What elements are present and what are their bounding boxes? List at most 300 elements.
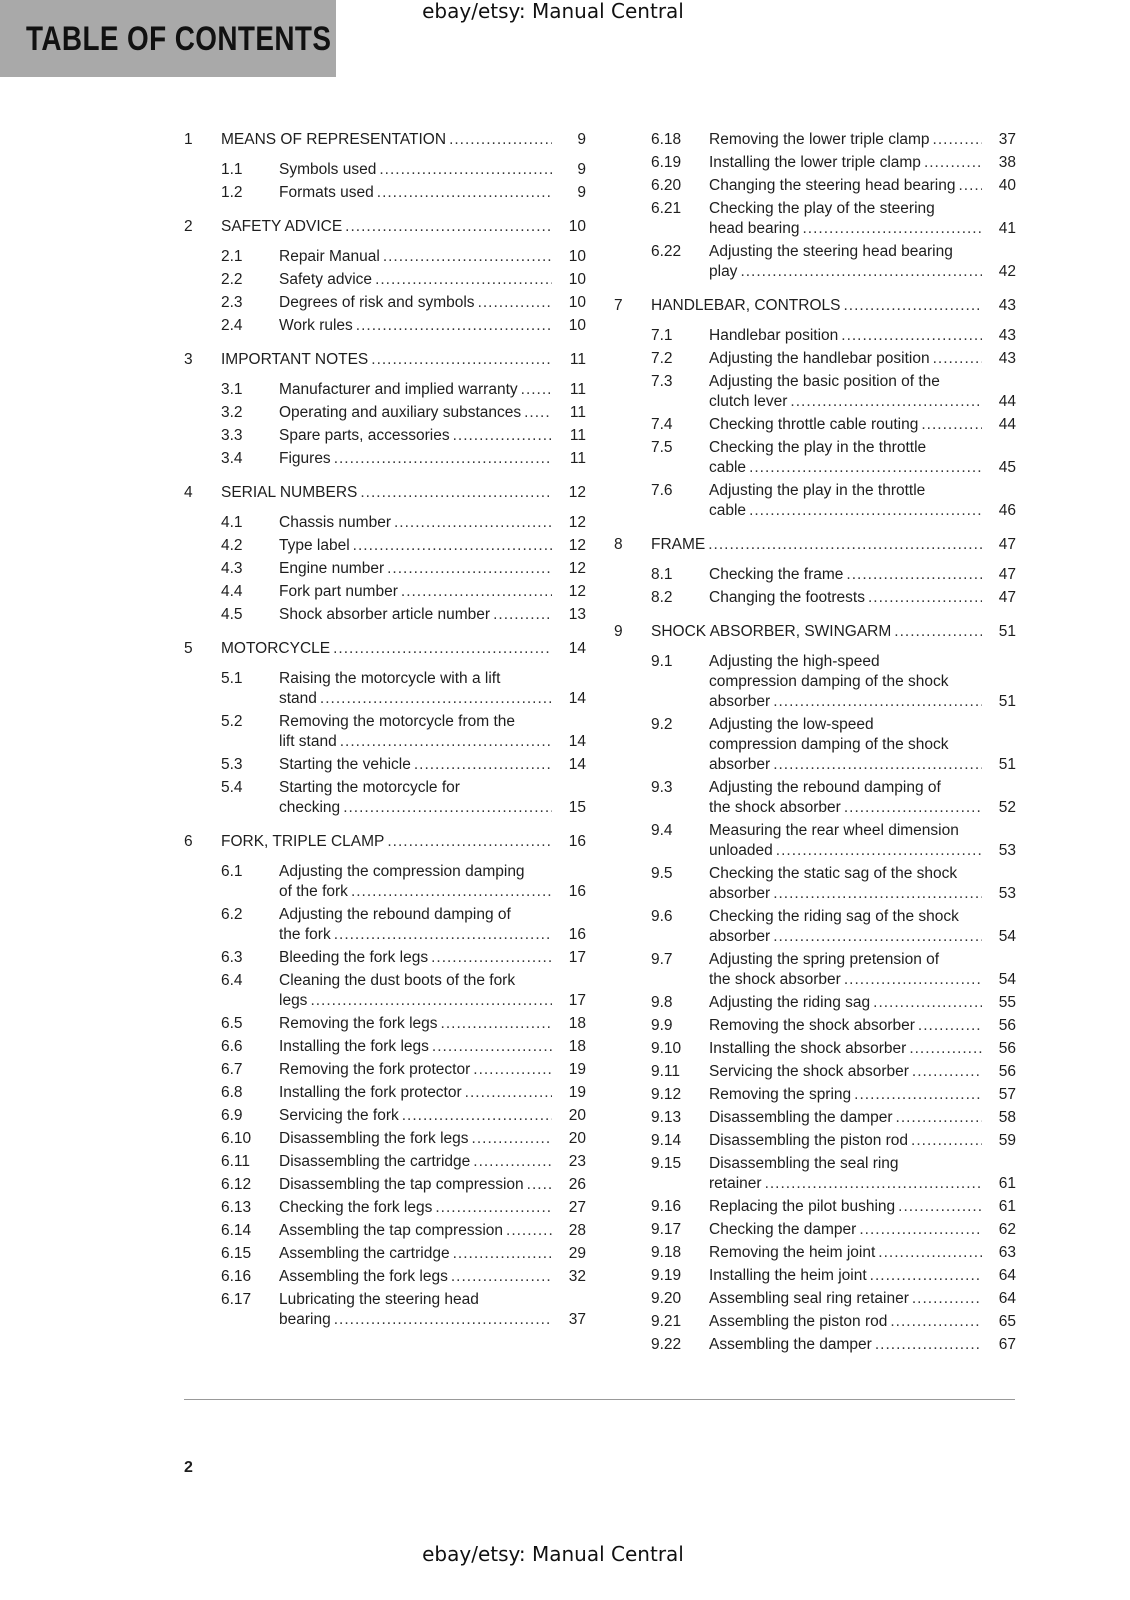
entry-page-number[interactable]: 14: [568, 690, 586, 707]
toc-section-entry[interactable]: [184, 270, 586, 290]
entry-page-number[interactable]: 17: [568, 992, 586, 1009]
entry-title: [279, 559, 586, 579]
entry-page-number[interactable]: 11: [569, 427, 586, 444]
entry-page-number[interactable]: 43: [998, 297, 1016, 314]
entry-page-number[interactable]: 38: [998, 154, 1016, 171]
entry-title: [279, 160, 586, 180]
toc-section-entry[interactable]: [614, 1131, 1016, 1151]
toc-section-entry[interactable]: [184, 183, 586, 203]
entry-page-number[interactable]: 11: [569, 381, 586, 398]
entry-page-number[interactable]: 10: [568, 218, 586, 235]
entry-last-line: [279, 925, 586, 945]
toc-section-entry[interactable]: [614, 950, 1016, 990]
dot-leader: [776, 841, 982, 861]
entry-title-line: Disassembling the cartridge: [279, 1153, 471, 1170]
entry-page-number[interactable]: 47: [998, 589, 1016, 606]
entry-last-line: [279, 247, 586, 267]
toc-section-entry[interactable]: [184, 1221, 586, 1241]
entry-title: [221, 832, 586, 852]
toc-section-entry[interactable]: [184, 380, 586, 400]
entry-page-number[interactable]: 12: [568, 514, 586, 531]
entry-title-line: clutch lever: [709, 393, 788, 410]
entry-page-number[interactable]: 12: [568, 537, 586, 554]
entry-title-line: Replacing the pilot bushing: [709, 1198, 896, 1215]
entry-title-line: Formats used: [279, 184, 374, 201]
entry-page-number[interactable]: 43: [998, 327, 1016, 344]
entry-page-number[interactable]: 44: [998, 393, 1016, 410]
watermark-top: ebay/etsy: Manual Central: [422, 0, 684, 23]
toc-chapter-entry[interactable]: [614, 622, 1016, 642]
toc-section-entry[interactable]: [184, 160, 586, 180]
toc-section-entry[interactable]: [184, 669, 586, 709]
toc-section-entry[interactable]: [614, 1039, 1016, 1059]
entry-page-number[interactable]: 37: [568, 1311, 586, 1328]
entry-page-number[interactable]: 11: [569, 351, 586, 368]
toc-section-entry[interactable]: [184, 449, 586, 469]
entry-number: 3.1: [221, 381, 243, 398]
entry-title: [279, 316, 586, 336]
entry-title: [221, 350, 586, 370]
entry-page-number[interactable]: 46: [998, 502, 1016, 519]
entry-title-line: Checking the fork legs: [279, 1199, 433, 1216]
toc-section-entry[interactable]: [184, 1129, 586, 1149]
entry-number: 9.7: [651, 951, 673, 968]
entry-page-number[interactable]: 56: [998, 1017, 1016, 1034]
toc-section-entry[interactable]: [184, 1060, 586, 1080]
toc-section-entry[interactable]: [614, 1243, 1016, 1263]
dot-leader: [803, 219, 983, 239]
toc-section-entry[interactable]: [184, 1037, 586, 1057]
toc-section-entry[interactable]: [184, 1014, 586, 1034]
toc-chapter-entry[interactable]: [184, 832, 586, 852]
entry-number: 6.21: [651, 200, 682, 217]
toc-section-entry[interactable]: [184, 316, 586, 336]
toc-section-entry[interactable]: [184, 293, 586, 313]
entry-page-number[interactable]: 32: [568, 1268, 586, 1285]
entry-page-number[interactable]: 14: [568, 640, 586, 657]
entry-page-number[interactable]: 16: [568, 926, 586, 943]
entry-page-number[interactable]: 54: [998, 971, 1016, 988]
entry-title-line: checking: [279, 799, 341, 816]
toc-section-entry[interactable]: [614, 1154, 1016, 1194]
toc-section-entry[interactable]: [614, 372, 1016, 412]
entry-page-number[interactable]: 15: [568, 799, 586, 816]
entry-number: 2.2: [221, 271, 243, 288]
entry-page-number[interactable]: 16: [568, 833, 586, 850]
entry-number: 1.1: [221, 161, 243, 178]
toc-chapter-entry[interactable]: [184, 639, 586, 659]
entry-page-number[interactable]: 63: [998, 1244, 1016, 1261]
entry-title: [709, 1016, 1016, 1036]
entry-page-number[interactable]: 19: [568, 1061, 586, 1078]
toc-chapter-entry[interactable]: [184, 130, 586, 150]
entry-title-line: Assembling seal ring retainer: [709, 1290, 909, 1307]
toc-section-entry[interactable]: [614, 242, 1016, 282]
entry-title-line: legs: [279, 992, 308, 1009]
toc-section-entry[interactable]: [614, 1335, 1016, 1355]
entry-title: [279, 536, 586, 556]
entry-number: 9.19: [651, 1267, 682, 1284]
entry-title-line: Safety advice: [279, 271, 373, 288]
toc-section-entry[interactable]: [614, 588, 1016, 608]
entry-last-line: [279, 1267, 586, 1287]
entry-page-number[interactable]: 14: [568, 733, 586, 750]
entry-page-number[interactable]: 47: [998, 536, 1016, 553]
toc-section-entry[interactable]: [184, 513, 586, 533]
entry-last-line: [709, 392, 1016, 412]
dot-leader: [749, 501, 982, 521]
entry-number: 7: [614, 297, 623, 314]
entry-page-number[interactable]: 10: [568, 294, 586, 311]
entry-page-number[interactable]: 29: [568, 1245, 586, 1262]
entry-page-number[interactable]: 56: [998, 1040, 1016, 1057]
entry-page-number[interactable]: 18: [568, 1015, 586, 1032]
entry-title-line: Adjusting the play in the throttle: [709, 482, 926, 499]
entry-last-line: [709, 588, 1016, 608]
entry-title: [709, 565, 1016, 585]
entry-title-line: FORK, TRIPLE CLAMP: [221, 833, 385, 850]
entry-page-number[interactable]: 67: [998, 1336, 1016, 1353]
dot-leader: [844, 970, 982, 990]
entry-title: [279, 582, 586, 602]
entry-number: 9.5: [651, 865, 673, 882]
entry-title-line: Assembling the damper: [709, 1336, 872, 1353]
entry-page-number[interactable]: 64: [998, 1267, 1016, 1284]
entry-number: 9.3: [651, 779, 673, 796]
entry-title: [709, 1266, 1016, 1286]
entry-title-line: Changing the steering head bearing: [709, 177, 956, 194]
entry-title-line: Disassembling the seal ring: [709, 1155, 899, 1172]
toc-section-entry[interactable]: [614, 1266, 1016, 1286]
toc-section-entry[interactable]: [184, 1290, 586, 1330]
entry-number: 3.2: [221, 404, 243, 421]
toc-section-entry[interactable]: [184, 403, 586, 423]
toc-section-entry[interactable]: [614, 153, 1016, 173]
entry-page-number[interactable]: 51: [998, 756, 1016, 773]
entry-number: 6.22: [651, 243, 682, 260]
entry-title-line: Removing the shock absorber: [709, 1017, 915, 1034]
toc-section-entry[interactable]: [184, 536, 586, 556]
entry-page-number[interactable]: 18: [568, 1038, 586, 1055]
toc-section-entry[interactable]: [614, 1062, 1016, 1082]
toc-chapter-entry[interactable]: [614, 296, 1016, 316]
entry-page-number[interactable]: 43: [998, 350, 1016, 367]
entry-title-line: Adjusting the handlebar position: [709, 350, 930, 367]
entry-title-line: Manufacturer and implied warranty: [279, 381, 518, 398]
entry-last-line: [709, 262, 1016, 282]
toc-section-entry[interactable]: [184, 247, 586, 267]
entry-page-number[interactable]: 64: [998, 1290, 1016, 1307]
entry-last-line: [221, 217, 586, 237]
toc-chapter-entry[interactable]: [184, 350, 586, 370]
entry-last-line: [709, 1312, 1016, 1332]
entry-page-number[interactable]: 20: [568, 1130, 586, 1147]
entry-number: 7.4: [651, 416, 673, 433]
dot-leader: [493, 605, 552, 625]
toc-section-entry[interactable]: [184, 426, 586, 446]
entry-number: 8: [614, 536, 623, 553]
entry-page-number[interactable]: 45: [998, 459, 1016, 476]
entry-title: [279, 1244, 586, 1264]
dot-leader: [844, 798, 982, 818]
entry-last-line: [709, 1266, 1016, 1286]
dot-leader: [846, 565, 982, 585]
entry-page-number[interactable]: 59: [998, 1132, 1016, 1149]
entry-page-number[interactable]: 16: [568, 883, 586, 900]
entry-last-line: [279, 1129, 586, 1149]
entry-page-number[interactable]: 65: [998, 1313, 1016, 1330]
toc-section-entry[interactable]: [184, 971, 586, 1011]
entry-title-line: Checking the riding sag of the shock: [709, 908, 959, 925]
entry-title-line: HANDLEBAR, CONTROLS: [651, 297, 841, 314]
dot-leader: [918, 1016, 982, 1036]
dot-leader: [453, 1244, 552, 1264]
toc-section-entry[interactable]: [184, 582, 586, 602]
toc-section-entry[interactable]: [614, 481, 1016, 521]
entry-last-line: [709, 1335, 1016, 1355]
dot-leader: [859, 1220, 982, 1240]
entry-page-number[interactable]: 12: [568, 560, 586, 577]
entry-number: 9.9: [651, 1017, 673, 1034]
dot-leader: [345, 217, 552, 237]
entry-page-number[interactable]: 51: [998, 623, 1016, 640]
entry-page-number[interactable]: 9: [577, 184, 586, 201]
toc-section-entry[interactable]: [614, 1289, 1016, 1309]
entry-title-line: Removing the fork legs: [279, 1015, 438, 1032]
entry-last-line: [279, 513, 586, 533]
entry-page-number[interactable]: 56: [998, 1063, 1016, 1080]
entry-page-number[interactable]: 27: [568, 1199, 586, 1216]
entry-number: 5.2: [221, 713, 243, 730]
toc-section-entry[interactable]: [614, 1108, 1016, 1128]
dot-leader: [524, 403, 552, 423]
dot-leader: [933, 349, 982, 369]
entry-title-line: Checking throttle cable routing: [709, 416, 919, 433]
entry-last-line: [279, 380, 586, 400]
entry-page-number[interactable]: 57: [998, 1086, 1016, 1103]
entry-title: [709, 1131, 1016, 1151]
entry-page-number[interactable]: 53: [998, 842, 1016, 859]
toc-section-entry[interactable]: [184, 1175, 586, 1195]
entry-title-line: Checking the play of the steering: [709, 200, 935, 217]
entry-title-line: Spare parts, accessories: [279, 427, 450, 444]
entry-title: [709, 326, 1016, 346]
entry-title: [709, 438, 1016, 478]
entry-last-line: [709, 565, 1016, 585]
entry-title-line: Adjusting the steering head bearing: [709, 243, 953, 260]
entry-page-number[interactable]: 44: [998, 416, 1016, 433]
entry-last-line: [651, 296, 1016, 316]
dot-leader: [451, 1267, 552, 1287]
entry-title-line: SERIAL NUMBERS: [221, 484, 358, 501]
toc-section-entry[interactable]: [614, 993, 1016, 1013]
entry-number: 8.2: [651, 589, 673, 606]
entry-page-number[interactable]: 11: [569, 450, 586, 467]
entry-page-number[interactable]: 41: [998, 220, 1016, 237]
entry-title-line: Assembling the cartridge: [279, 1245, 450, 1262]
toc-section-entry[interactable]: [614, 1197, 1016, 1217]
entry-last-line: [221, 483, 586, 503]
entry-title-line: Operating and auxiliary substances: [279, 404, 522, 421]
toc-section-entry[interactable]: [614, 349, 1016, 369]
entry-page-number[interactable]: 55: [998, 994, 1016, 1011]
toc-section-entry[interactable]: [184, 1198, 586, 1218]
toc-chapter-entry[interactable]: [184, 483, 586, 503]
entry-title: [709, 1154, 1016, 1194]
toc-section-entry[interactable]: [614, 176, 1016, 196]
entry-page-number[interactable]: 42: [998, 263, 1016, 280]
toc-section-entry[interactable]: [184, 712, 586, 752]
entry-page-number[interactable]: 51: [998, 693, 1016, 710]
entry-page-number[interactable]: 37: [998, 131, 1016, 148]
entry-number: 9.11: [651, 1063, 681, 1080]
entry-title-line: the fork: [279, 926, 331, 943]
toc-section-entry[interactable]: [614, 565, 1016, 585]
entry-title-line: Assembling the piston rod: [709, 1313, 888, 1330]
entry-page-number[interactable]: 58: [998, 1109, 1016, 1126]
entry-number: 9.13: [651, 1109, 682, 1126]
entry-page-number[interactable]: 54: [998, 928, 1016, 945]
entry-title: [279, 380, 586, 400]
entry-title: [709, 1039, 1016, 1059]
entry-page-number[interactable]: 12: [568, 484, 586, 501]
entry-title: [709, 1085, 1016, 1105]
entry-page-number[interactable]: 10: [568, 248, 586, 265]
entry-page-number[interactable]: 9: [577, 161, 586, 178]
entry-title-line: Fork part number: [279, 583, 398, 600]
entry-number: 9.20: [651, 1290, 682, 1307]
toc-section-entry[interactable]: [184, 755, 586, 775]
dot-leader: [933, 130, 982, 150]
entry-last-line: [709, 1289, 1016, 1309]
entry-title: [279, 513, 586, 533]
entry-title-line: Repair Manual: [279, 248, 380, 265]
dot-leader: [894, 622, 982, 642]
toc-section-entry[interactable]: [184, 1244, 586, 1264]
dot-leader: [414, 755, 552, 775]
toc-section-entry[interactable]: [614, 715, 1016, 775]
toc-section-entry[interactable]: [614, 778, 1016, 818]
entry-page-number[interactable]: 12: [568, 583, 586, 600]
toc-section-entry[interactable]: [184, 778, 586, 818]
entry-title-line: of the fork: [279, 883, 348, 900]
dot-leader: [334, 449, 552, 469]
entry-title: [709, 242, 1016, 282]
toc-section-entry[interactable]: [184, 1083, 586, 1103]
entry-page-number[interactable]: 40: [998, 177, 1016, 194]
entry-last-line: [709, 176, 1016, 196]
toc-section-entry[interactable]: [614, 1312, 1016, 1332]
toc-section-entry[interactable]: [184, 559, 586, 579]
entry-last-line: [279, 426, 586, 446]
toc-section-entry[interactable]: [614, 652, 1016, 712]
entry-last-line: [709, 153, 1016, 173]
entry-page-number[interactable]: 13: [568, 606, 586, 623]
entry-page-number[interactable]: 52: [998, 799, 1016, 816]
dot-leader: [890, 1312, 982, 1332]
entry-page-number[interactable]: 62: [998, 1221, 1016, 1238]
entry-page-number[interactable]: 14: [568, 756, 586, 773]
toc-section-entry[interactable]: [184, 1267, 586, 1287]
toc-section-entry[interactable]: [614, 415, 1016, 435]
toc-chapter-entry[interactable]: [184, 217, 586, 237]
entry-title-line: Disassembling the piston rod: [709, 1132, 909, 1149]
entry-last-line: [709, 1243, 1016, 1263]
toc-section-entry[interactable]: [184, 605, 586, 625]
toc-section-entry[interactable]: [184, 1152, 586, 1172]
entry-last-line: [279, 293, 586, 313]
dot-leader: [506, 1221, 552, 1241]
entry-page-number[interactable]: 47: [998, 566, 1016, 583]
dot-leader: [472, 1129, 552, 1149]
entry-last-line: [709, 415, 1016, 435]
toc-section-entry[interactable]: [614, 1220, 1016, 1240]
toc-section-entry[interactable]: [184, 905, 586, 945]
entry-title: [279, 778, 586, 818]
entry-title-line: FRAME: [651, 536, 706, 553]
entry-last-line: [709, 1039, 1016, 1059]
entry-last-line: [709, 349, 1016, 369]
entry-title: [709, 907, 1016, 947]
entry-title: [709, 1108, 1016, 1128]
entry-page-number[interactable]: 10: [568, 317, 586, 334]
entry-page-number[interactable]: 28: [568, 1222, 586, 1239]
entry-page-number[interactable]: 20: [568, 1107, 586, 1124]
entry-page-number[interactable]: 17: [568, 949, 586, 966]
toc-section-entry[interactable]: [184, 862, 586, 902]
entry-title-line: absorber: [709, 928, 771, 945]
toc-section-entry[interactable]: [614, 1016, 1016, 1036]
entry-number: 2.4: [221, 317, 243, 334]
dot-leader: [353, 536, 552, 556]
entry-title: [709, 950, 1016, 990]
entry-page-number[interactable]: 10: [568, 271, 586, 288]
toc-section-entry[interactable]: [614, 130, 1016, 150]
entry-title-line: compression damping of the shock: [709, 736, 949, 753]
toc-section-entry[interactable]: [184, 948, 586, 968]
toc-section-entry[interactable]: [614, 864, 1016, 904]
entry-page-number[interactable]: 53: [998, 885, 1016, 902]
entry-title: [221, 217, 586, 237]
entry-number: 7.3: [651, 373, 673, 390]
entry-number: 9.8: [651, 994, 673, 1011]
entry-page-number[interactable]: 9: [577, 131, 586, 148]
entry-page-number[interactable]: 26: [568, 1176, 586, 1193]
dot-leader: [912, 1289, 982, 1309]
toc-section-entry[interactable]: [614, 326, 1016, 346]
toc-section-entry[interactable]: [614, 821, 1016, 861]
dot-leader: [854, 1085, 982, 1105]
toc-section-entry[interactable]: [184, 1106, 586, 1126]
entry-page-number[interactable]: 23: [568, 1153, 586, 1170]
entry-page-number[interactable]: 19: [568, 1084, 586, 1101]
toc-section-entry[interactable]: [614, 199, 1016, 239]
entry-last-line: [279, 160, 586, 180]
toc-chapter-entry[interactable]: [614, 535, 1016, 555]
entry-title-line: Shock absorber article number: [279, 606, 491, 623]
entry-title-line: Changing the footrests: [709, 589, 865, 606]
toc-section-entry[interactable]: [614, 438, 1016, 478]
entry-page-number[interactable]: 61: [998, 1198, 1016, 1215]
entry-page-number[interactable]: 61: [998, 1175, 1016, 1192]
entry-page-number[interactable]: 11: [569, 404, 586, 421]
entry-title-line: Chassis number: [279, 514, 391, 531]
toc-section-entry[interactable]: [614, 1085, 1016, 1105]
toc-section-entry[interactable]: [614, 907, 1016, 947]
entry-title: [709, 864, 1016, 904]
entry-last-line: [709, 1174, 1016, 1194]
entry-number: 6.15: [221, 1245, 252, 1262]
